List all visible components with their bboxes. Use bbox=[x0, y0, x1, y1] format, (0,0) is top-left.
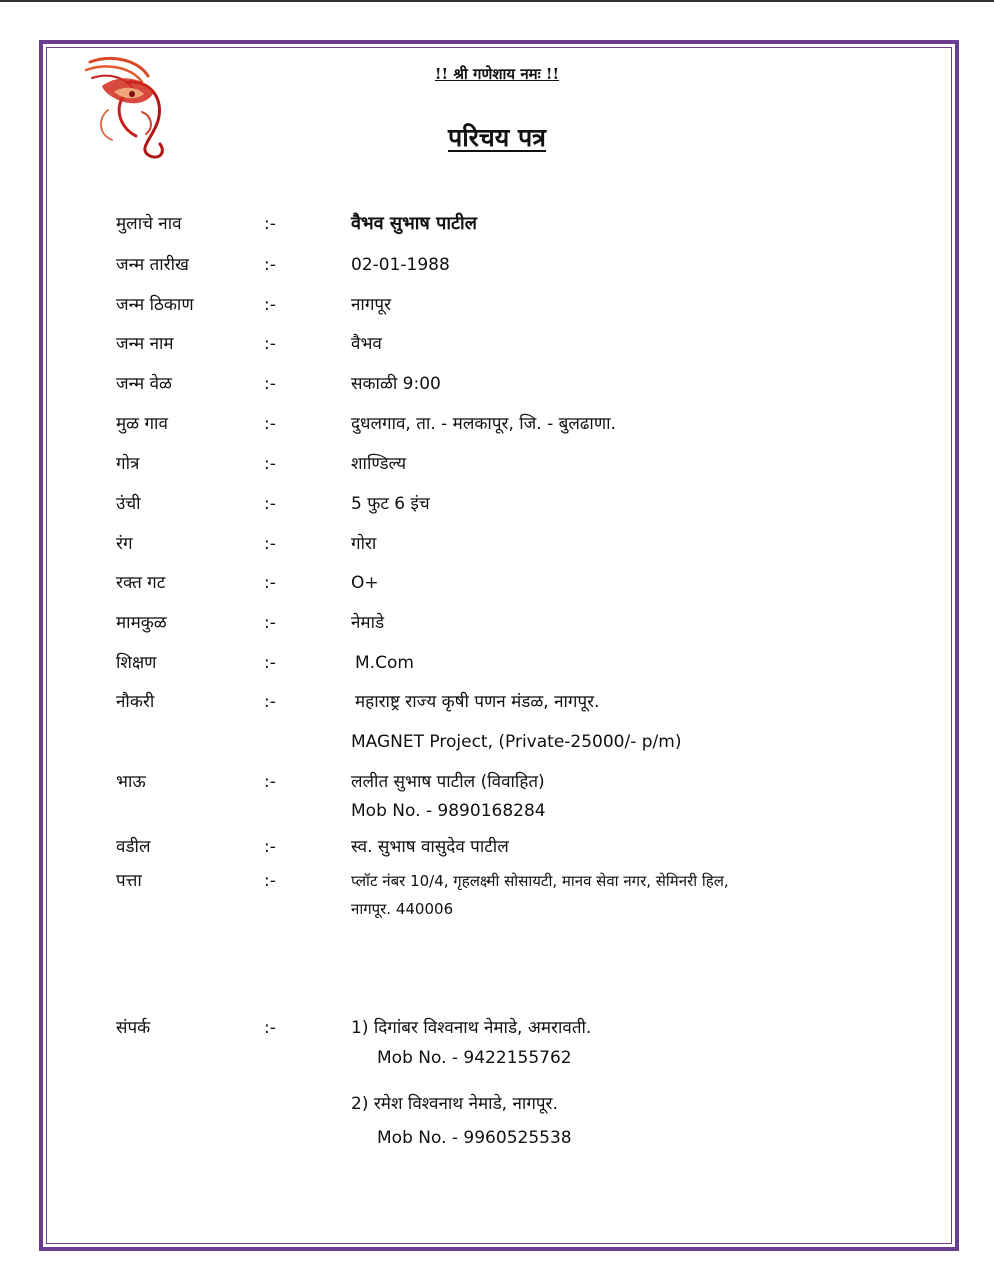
field-row-contact bbox=[0, 1015, 994, 1041]
job-detail-line: MAGNET Project, (Private-25000/- p/m) bbox=[351, 732, 682, 752]
field-label: मुळ गाव bbox=[116, 414, 168, 434]
field-label: जन्म तारीख bbox=[116, 255, 189, 275]
contact-person-1-name: 1) दिगांबर विश्वनाथ नेमाडे, अमरावती. bbox=[351, 1018, 592, 1038]
field-value: स्व. सुभाष वासुदेव पाटील bbox=[351, 837, 509, 857]
field-label: संपर्क bbox=[116, 1018, 151, 1038]
field-separator: :- bbox=[264, 255, 276, 275]
field-separator: :- bbox=[264, 613, 276, 633]
field-value: ललीत सुभाष पाटील (विवाहित) bbox=[351, 772, 545, 792]
field-label: वडील bbox=[116, 837, 151, 857]
field-row-birth-place bbox=[0, 292, 994, 318]
field-separator: :- bbox=[264, 295, 276, 315]
field-separator: :- bbox=[264, 214, 276, 234]
field-label: मामकुळ bbox=[116, 613, 167, 633]
field-value: प्लॉट नंबर 10/4, गृहलक्ष्मी सोसायटी, मानव सेवा नगर, सेमिनरी हिल, bbox=[351, 872, 729, 890]
field-value: M.Com bbox=[355, 653, 414, 673]
field-separator: :- bbox=[264, 454, 276, 474]
field-row-birth-date bbox=[0, 252, 994, 278]
field-row-education bbox=[0, 650, 994, 676]
field-label: जन्म नाम bbox=[116, 334, 174, 354]
field-separator: :- bbox=[264, 653, 276, 673]
field-separator: :- bbox=[264, 334, 276, 354]
field-value: O+ bbox=[351, 573, 379, 593]
field-row-blood-group bbox=[0, 570, 994, 596]
field-row-father bbox=[0, 834, 994, 860]
field-row-height bbox=[0, 491, 994, 517]
field-separator: :- bbox=[264, 1018, 276, 1038]
field-separator: :- bbox=[264, 494, 276, 514]
field-separator: :- bbox=[264, 573, 276, 593]
field-value: शाण्डिल्य bbox=[351, 454, 407, 474]
field-value: वैभव bbox=[351, 334, 382, 354]
top-rule bbox=[0, 0, 994, 2]
field-value: महाराष्ट्र राज्य कृषी पणन मंडळ, नागपूर. bbox=[355, 692, 600, 712]
field-separator: :- bbox=[264, 692, 276, 712]
field-label: उंची bbox=[116, 494, 141, 514]
contact-person-2-name: 2) रमेश विश्वनाथ नेमाडे, नागपूर. bbox=[351, 1094, 558, 1114]
field-label: जन्म वेळ bbox=[116, 374, 172, 394]
field-row-address bbox=[0, 868, 994, 894]
field-row-job bbox=[0, 689, 994, 715]
field-row-brother bbox=[0, 769, 994, 795]
field-label: नौकरी bbox=[116, 692, 155, 712]
field-row-name bbox=[0, 211, 994, 237]
field-value: 5 फुट 6 इंच bbox=[351, 494, 430, 514]
field-separator: :- bbox=[264, 837, 276, 857]
field-value: 02-01-1988 bbox=[351, 255, 450, 275]
field-value: दुधलगाव, ता. - मलकापूर, जि. - बुलढाणा. bbox=[351, 414, 616, 434]
field-value: नागपूर bbox=[351, 295, 392, 315]
field-value: नेमाडे bbox=[351, 613, 385, 633]
field-label: रंग bbox=[116, 534, 133, 554]
field-separator: :- bbox=[264, 871, 276, 891]
field-value: सकाळी 9:00 bbox=[351, 374, 441, 394]
contact-person-2-mobile: Mob No. - 9960525538 bbox=[377, 1128, 572, 1148]
field-label: गोत्र bbox=[116, 454, 140, 474]
contact-person-1-mobile: Mob No. - 9422155762 bbox=[377, 1048, 572, 1068]
field-value: गोरा bbox=[351, 534, 377, 554]
field-row-complexion bbox=[0, 531, 994, 557]
field-separator: :- bbox=[264, 374, 276, 394]
field-separator: :- bbox=[264, 534, 276, 554]
brother-mobile: Mob No. - 9890168284 bbox=[351, 801, 546, 821]
field-label: मुलाचे नाव bbox=[116, 214, 182, 234]
field-row-native-village bbox=[0, 411, 994, 437]
document-title: परिचय पत्र bbox=[448, 123, 546, 152]
field-row-gotra bbox=[0, 451, 994, 477]
field-label: जन्म ठिकाण bbox=[116, 295, 194, 315]
field-row-birth-name bbox=[0, 331, 994, 357]
field-separator: :- bbox=[264, 414, 276, 434]
field-row-birth-time bbox=[0, 371, 994, 397]
field-label: शिक्षण bbox=[116, 653, 157, 673]
address-line-2: नागपूर. 440006 bbox=[351, 900, 454, 918]
field-separator: :- bbox=[264, 772, 276, 792]
field-value: वैभव सुभाष पाटील bbox=[351, 213, 477, 234]
invocation-heading: !! श्री गणेशाय नमः !! bbox=[434, 65, 560, 83]
field-label: पत्ता bbox=[116, 871, 142, 891]
field-row-maternal-family bbox=[0, 610, 994, 636]
field-label: भाऊ bbox=[116, 772, 146, 792]
field-label: रक्त गट bbox=[116, 573, 166, 593]
